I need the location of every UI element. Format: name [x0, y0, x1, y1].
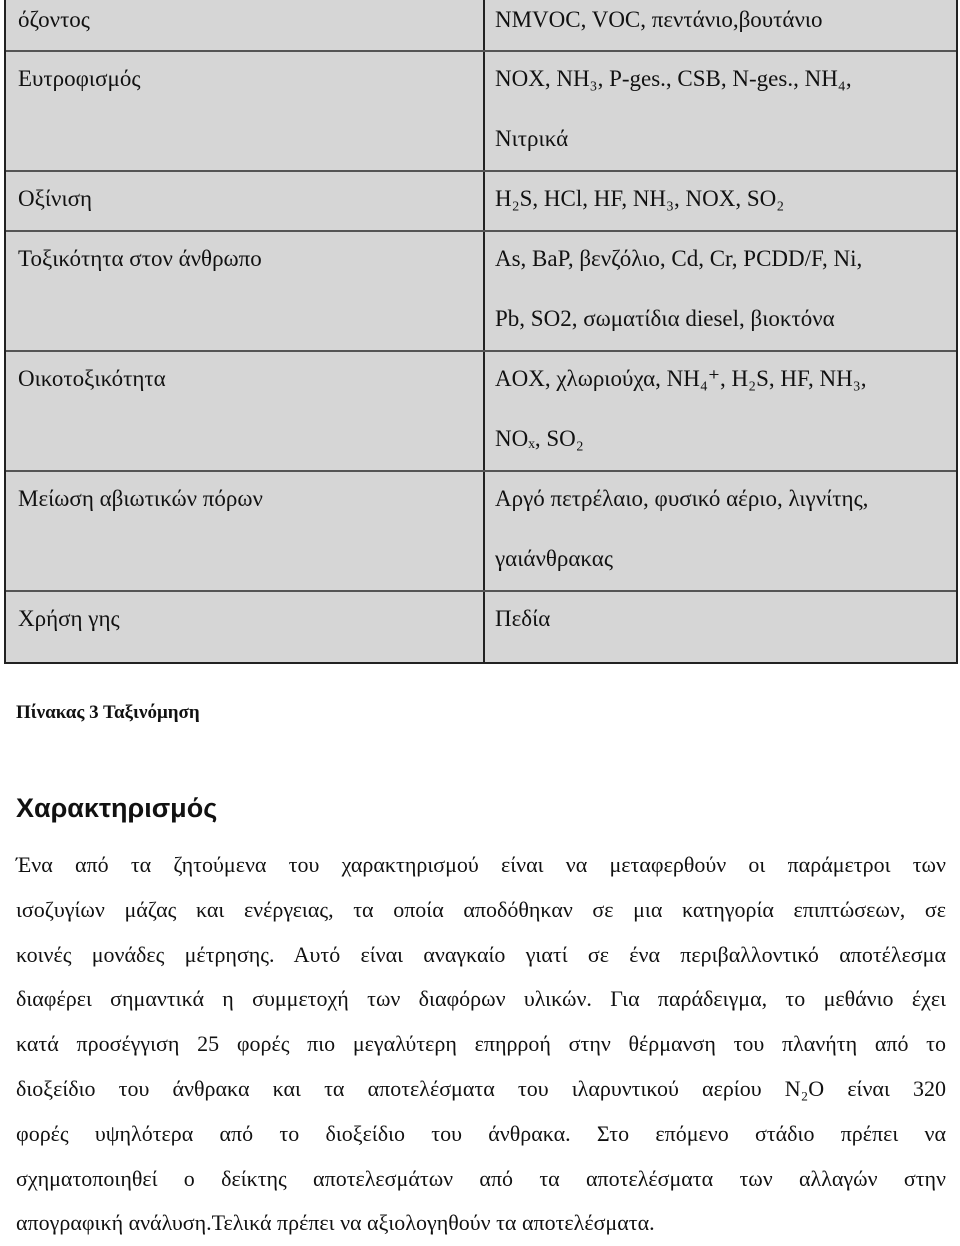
table-row — [6, 592, 956, 662]
table-row — [6, 472, 956, 592]
substances-line: Αργό πετρέλαιο, φυσικό αέριο, λιγνίτης, — [495, 486, 869, 511]
substances-line: NOX, NH₃, P-ges., CSB, N-ges., NH₄, — [495, 66, 852, 91]
paragraph-line: σχηματοποιηθεί ο δείκτης αποτελεσμάτων από τα αποτελέσματα των αλλαγών στην — [16, 1165, 946, 1191]
paragraph-line: κατά προσέγγιση 25 φορές πιο μεγαλύτερη επηρροή στην θέρμανση του πλανήτη από το — [16, 1031, 946, 1057]
substances-line: Πεδία — [495, 606, 551, 631]
table-row — [6, 232, 956, 352]
substances-line: As, BaP, βενζόλιο, Cd, Cr, PCDD/F, Ni, — [495, 246, 863, 271]
substances-line: γαιάνθρακας — [495, 546, 613, 571]
paragraph-line: απογραφική ανάλυση.Τελικά πρέπει να αξιολογηθούν τα αποτελέσματα. — [16, 1210, 655, 1236]
table-caption: Πίνακας 3 Ταξινόμηση — [16, 702, 200, 723]
table-row — [6, 52, 956, 172]
substances-line: Pb, SO2, σωματίδια diesel, βιοκτόνα — [495, 306, 835, 331]
paragraph-line: διοξείδιο του άνθρακα και τα αποτελέσματα του ιλαρυντικού αερίου N₂O είναι 320 — [16, 1075, 946, 1101]
impact-category: Μείωση αβιωτικών πόρων — [18, 486, 263, 511]
table-row — [6, 352, 956, 472]
substances-line: NMVOC, VOC, πεντάνιο,βουτάνιο — [495, 7, 823, 32]
paragraph-line: διαφέρει σημαντικά η συμμετοχή των διαφόρων υλικών. Για παράδειγμα, το μεθάνιο έχει — [16, 986, 946, 1012]
table-row — [6, 172, 956, 232]
paragraph-line: φορές υψηλότερα από το διοξείδιο του άνθρακα. Στο επόμενο στάδιο πρέπει να — [16, 1120, 946, 1146]
classification-table — [4, 0, 958, 664]
section-heading: Χαρακτηρισμός — [16, 793, 218, 823]
impact-category: Χρήση γης — [18, 606, 120, 631]
body-paragraph — [16, 843, 946, 1246]
paragraph-line: κοινές μονάδες μέτρησης. Αυτό είναι αναγκαίο γιατί σε ένα περιβαλλοντικό αποτέλεσμα — [16, 941, 946, 967]
paragraph-line: ισοζυγίων μάζας και ενέργειας, τα οποία αποδόθηκαν σε μια κατηγορία επιπτώσεων, σε — [16, 896, 946, 922]
impact-category: Ευτροφισμός — [18, 66, 141, 91]
substances-line: Νιτρικά — [495, 126, 569, 151]
impact-category: Οξίνιση — [18, 186, 93, 211]
impact-category: όζοντος — [18, 7, 90, 32]
table-row — [6, 0, 956, 50]
paragraph-line: Ένα από τα ζητούμενα του χαρακτηρισμού είναι να μεταφερθούν οι παράμετροι των — [16, 852, 946, 877]
substances-line: NOₓ, SO₂ — [495, 426, 584, 451]
substances-line: AOX, χλωριούχα, NH₄⁺, H₂S, HF, NH₃, — [495, 366, 867, 391]
substances-line: H₂S, HCl, HF, NH₃, NOX, SO₂ — [495, 186, 785, 211]
impact-category: Οικοτοξικότητα — [18, 366, 166, 391]
impact-category: Τοξικότητα στον άνθρωπο — [18, 246, 262, 271]
